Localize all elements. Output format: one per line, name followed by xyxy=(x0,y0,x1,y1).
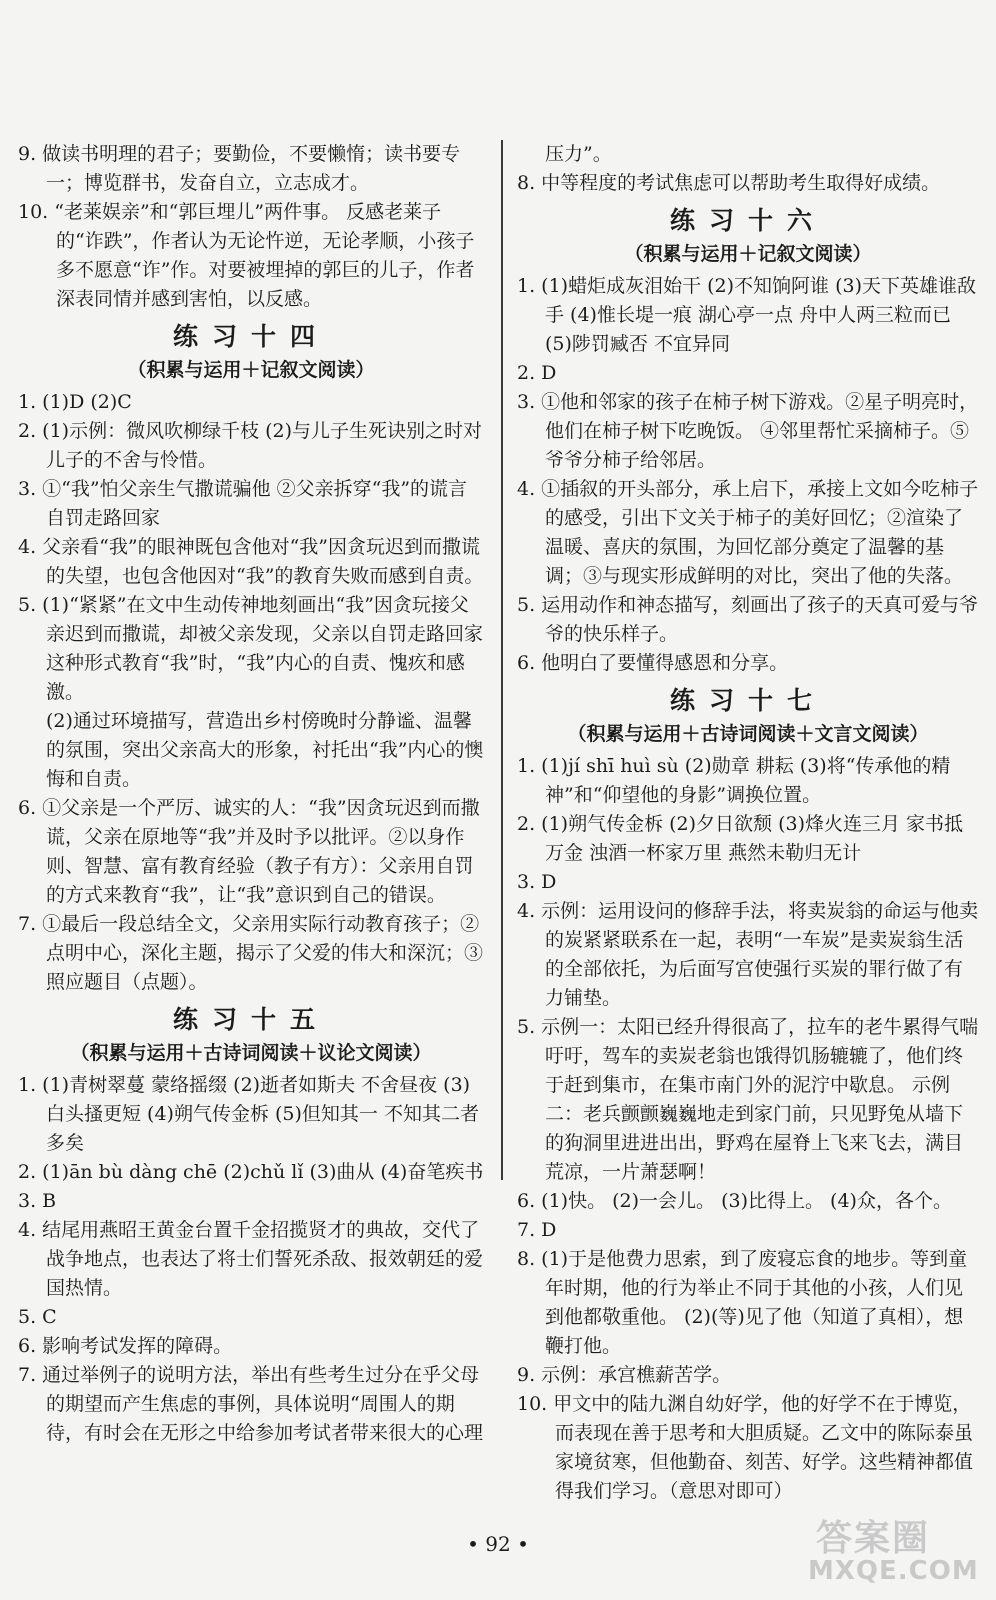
answer-item: 2. (1)朔气传金柝 (2)夕日欲颓 (3)烽火连三月 家书抵万金 浊酒一杯家万里 燕然未勒归无计 xyxy=(517,813,964,864)
answer-item: 5. C xyxy=(18,1306,57,1328)
answer-item: 2. (1)示例：微风吹柳绿千枝 (2)与儿子生死诀别之时对儿子的不舍与怜惜。 xyxy=(18,420,483,471)
answer-item: 3. B xyxy=(18,1190,57,1212)
answer-item: 1. (1)jí shī huì sù (2)勋章 耕耘 (3)将“传承他的精神”和“仰望他的身影”调换位置。 xyxy=(517,755,951,806)
section-subtitle-15: （积累与运用＋古诗词阅读＋议论文阅读） xyxy=(70,1042,432,1064)
answer-item: 4. 示例：运用设问的修辞手法，将卖炭翁的命运与他卖的炭紧紧联系在一起，表明“一车炭”是卖炭翁生活的全部依托，为后面写宫使强行买炭的罪行做了有力铺垫。 xyxy=(517,900,979,1009)
right-column xyxy=(517,140,979,1506)
section-title-17: 练习十七 xyxy=(669,686,826,715)
answer-item: 1. (1)蜡炬成灰泪始干 (2)不知饷阿谁 (3)天下英雄谁敌手 (4)惟长堤一痕 湖心亭一点 舟中人两三粒而已 (5)陟罚臧否 不宜异同 xyxy=(517,275,976,355)
answer-item: 2. D xyxy=(517,362,557,384)
answer-item: 5. 运用动作和神态描写，刻画出了孩子的天真可爱与爷爷的快乐样子。 xyxy=(517,594,979,645)
answer-item: 8. (1)于是他费力思索，到了废寝忘食的地步。等到童年时期，他的行为举止不同于其他的小孩，人们见到他都敬重他。 (2)(等)见了他（知道了真相），想鞭打他。 xyxy=(517,1248,968,1357)
answer-item: 1. (1)青树翠蔓 蒙络摇缀 (2)逝者如斯夫 不舍昼夜 (3)白头搔更短 (4)朔气传金柝 (5)但知其一 不知其二者多矣 xyxy=(18,1074,479,1154)
left-column xyxy=(18,140,484,1448)
section-subtitle-17: （积累与运用＋古诗词阅读＋文言文阅读） xyxy=(567,723,929,745)
answer-item: 4. ①插叙的开头部分，承上启下，承接上文如今吃柿子的感受，引出下文关于柿子的美好回忆；②渲染了温暖、喜庆的氛围，为回忆部分奠定了温馨的基调；③与现实形成鲜明的对比，突出了他的失落。 xyxy=(517,478,979,587)
section-title-16: 练习十六 xyxy=(669,206,826,235)
answer-item: 6. 影响考试发挥的障碍。 xyxy=(18,1335,233,1357)
answer-item-continuation: 压力”。 xyxy=(545,143,612,165)
answer-item: 9. 做读书明理的君子；要勤俭，不要懒惰；读书要专一；博览群书，发奋自立，立志成才。 xyxy=(18,143,461,194)
answer-item: 3. ①“我”怕父亲生气撒谎骗他 ②父亲拆穿“我”的谎言自罚走路回家 xyxy=(18,478,468,529)
answer-item: 7. 通过举例子的说明方法，举出有些考生过分在乎父母的期望而产生焦虑的事例，具体说明“周围人的期待，有时会在无形之中给参加考试者带来很大的心理 xyxy=(18,1364,484,1444)
answer-item: 7. ①最后一段总结全文，父亲用实际行动教育孩子；②点明中心，深化主题，揭示了父爱的伟大和深沉；③照应题目（点题）。 xyxy=(18,913,484,993)
answer-item: 5. 示例一：太阳已经升得很高了，拉车的老牛累得气喘吁吁，驾车的卖炭老翁也饿得饥肠辘辘了，他们终于赶到集市，在集市南门外的泥泞中歇息。 示例二：老兵颤颤巍巍地走到家门前，只见野兔从墙下的狗洞里进进出出，野鸡在屋脊上飞来飞去，满目荒凉，一片萧瑟啊！ xyxy=(517,1016,979,1183)
watermark-logo xyxy=(806,1510,986,1590)
watermark-text-top: 答案圈 xyxy=(816,1518,931,1559)
answer-item: 6. (1)快。 (2)一会儿。 (3)比得上。 (4)众，各个。 xyxy=(517,1190,952,1212)
answer-item: 6. 他明白了要懂得感恩和分享。 xyxy=(517,652,789,674)
answer-item: 8. 中等程度的考试焦虑可以帮助考生取得好成绩。 xyxy=(517,172,941,194)
column-divider xyxy=(501,140,503,1180)
answer-item: 6. ①父亲是一个严厉、诚实的人：“我”因贪玩迟到而撒谎，父亲在原地等“我”并及时予以批评。②以身作则、智慧、富有教育经验（教子有方）：父亲用自罚的方式来教育“我”，让“我”意识到自己的错误。 xyxy=(18,797,480,906)
section-title-14: 练习十四 xyxy=(172,322,329,351)
page-number: • 92 • xyxy=(467,1532,529,1556)
answer-item: 4. 结尾用燕昭王黄金台置千金招揽贤才的典故，交代了战争地点，也表达了将士们誓死杀敌、报效朝廷的爱国热情。 xyxy=(18,1219,484,1299)
section-title-15: 练习十五 xyxy=(172,1005,329,1034)
watermark-text-bottom: MXQE.COM xyxy=(808,1556,979,1586)
answer-item: 2. (1)ān bù dàng chē (2)chǔ lǐ (3)曲从 (4)奋笔疾书 xyxy=(18,1161,484,1183)
answer-item: 10. “老莱娱亲”和“郭巨埋儿”两件事。 反感老莱子的“诈跌”，作者认为无论忤逆，无论孝顺，小孩子多不愿意“诈”作。对要被埋掉的郭巨的儿子，作者深表同情并感到害怕，以反感。 xyxy=(18,201,475,310)
answer-item: 3. D xyxy=(517,871,557,893)
answer-item-continuation: (2)通过环境描写，营造出乡村傍晚时分静谧、温馨的氛围，突出父亲高大的形象，衬托出“我”内心的懊悔和自责。 xyxy=(46,710,484,790)
answer-item: 3. ①他和邻家的孩子在柿子树下游戏。②星子明亮时，他们在柿子树下吃晚饭。 ④邻里帮忙采摘柿子。⑤爷爷分柿子给邻居。 xyxy=(517,391,979,471)
answer-item: 5. (1)“紧紧”在文中生动传神地刻画出“我”因贪玩接父亲迟到而撒谎，却被父亲发现，父亲以自罚走路回家这种形式教育“我”时，“我”内心的自责、愧疚和感激。 xyxy=(18,594,484,703)
section-subtitle-16: （积累与运用＋记叙文阅读） xyxy=(624,243,872,265)
answer-item: 9. 示例：承宫樵薪苦学。 xyxy=(517,1364,732,1386)
section-subtitle-14: （积累与运用＋记叙文阅读） xyxy=(127,359,375,381)
answer-item: 1. (1)D (2)C xyxy=(18,391,132,413)
answer-item: 10. 甲文中的陆九渊自幼好学，他的好学不在于博览，而表现在善于思考和大胆质疑。乙文中的陈际泰虽家境贫寒，但他勤奋、刻苦、好学。这些精神都值得我们学习。（意思对即可） xyxy=(517,1393,974,1502)
answer-item: 7. D xyxy=(517,1219,557,1241)
answer-item: 4. 父亲看“我”的眼神既包含他对“我”因贪玩迟到而撒谎的失望，也包含他因对“我”的教育失败而感到自责。 xyxy=(18,536,484,587)
